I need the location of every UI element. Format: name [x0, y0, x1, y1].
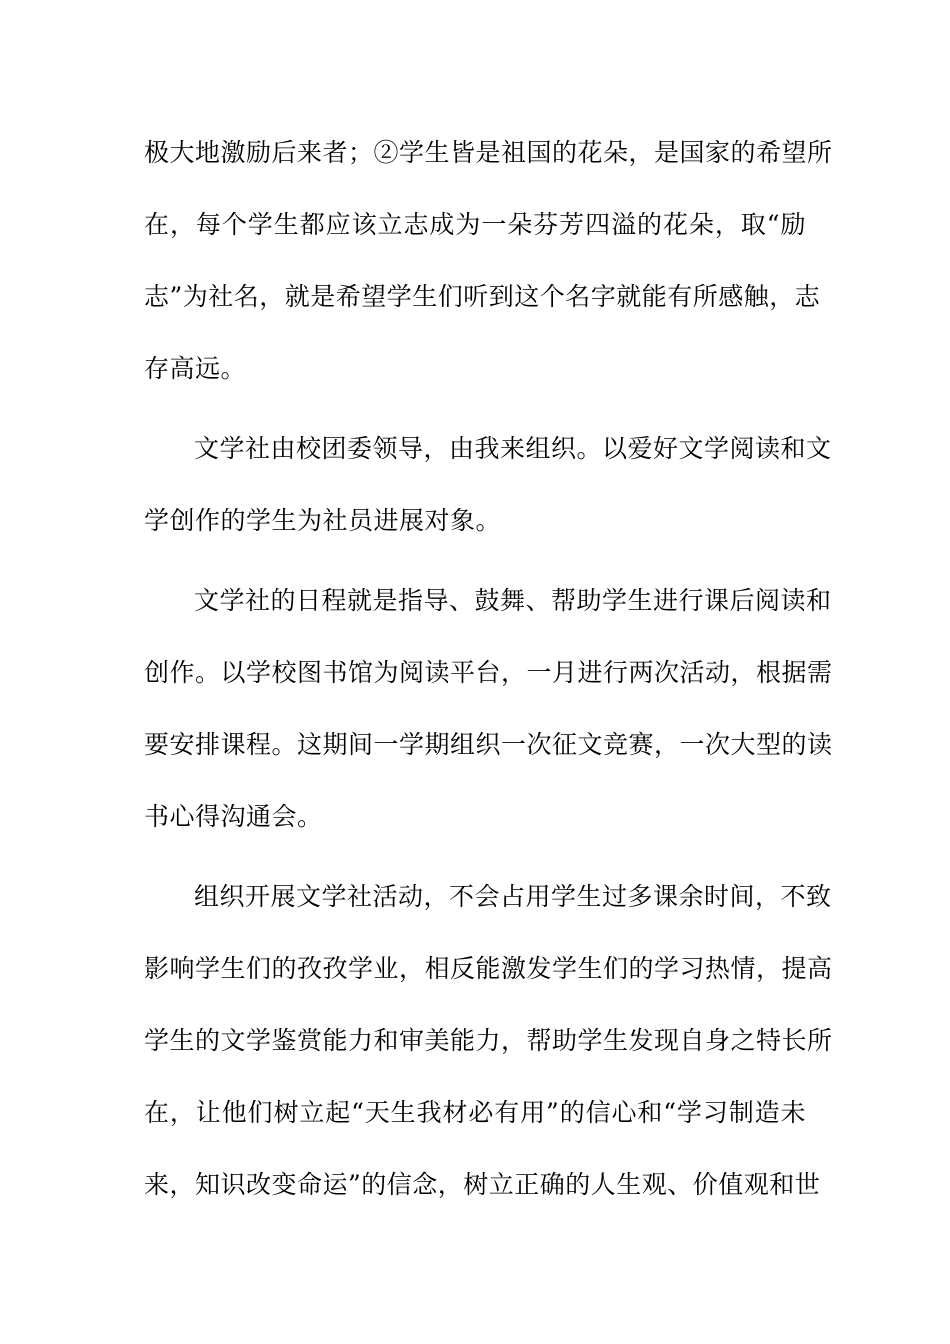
text-line: 书心得沟通会。	[144, 802, 323, 831]
paragraph-first-line: 文学社的日程就是指导、鼓舞、帮助学生进行课后阅读和	[194, 586, 832, 615]
text-line: 影响学生们的孜孜学业，相反能激发学生们的学习热情，提高	[144, 954, 833, 983]
text-line: 在，每个学生都应该立志成为一朵芬芳四溢的花朵，取“励	[144, 210, 806, 239]
text-line: 要安排课程。这期间一学期组织一次征文竞赛，一次大型的读	[144, 730, 833, 759]
text-line: 创作。以学校图书馆为阅读平台，一月进行两次活动，根据需	[144, 658, 833, 687]
paragraph-first-line: 组织开展文学社活动，不会占用学生过多课余时间，不致	[194, 882, 832, 911]
text-line: 学生的文学鉴赏能力和审美能力，帮助学生发现自身之特长所	[144, 1026, 833, 1055]
text-line: 存高远。	[144, 354, 247, 383]
text-line: 志”为社名，就是希望学生们听到这个名字就能有所感触，志	[144, 282, 821, 311]
text-line: 学创作的学生为社员进展对象。	[144, 506, 502, 535]
text-line: 极大地激励后来者；②学生皆是祖国的花朵，是国家的希望所	[144, 138, 833, 167]
text-line: 来，知识改变命运”的信念，树立正确的人生观、价值观和世	[144, 1170, 821, 1199]
text-line: 在，让他们树立起“天生我材必有用”的信心和“学习制造未	[144, 1098, 806, 1127]
paragraph-first-line: 文学社由校团委领导，由我来组织。以爱好文学阅读和文	[194, 434, 832, 463]
